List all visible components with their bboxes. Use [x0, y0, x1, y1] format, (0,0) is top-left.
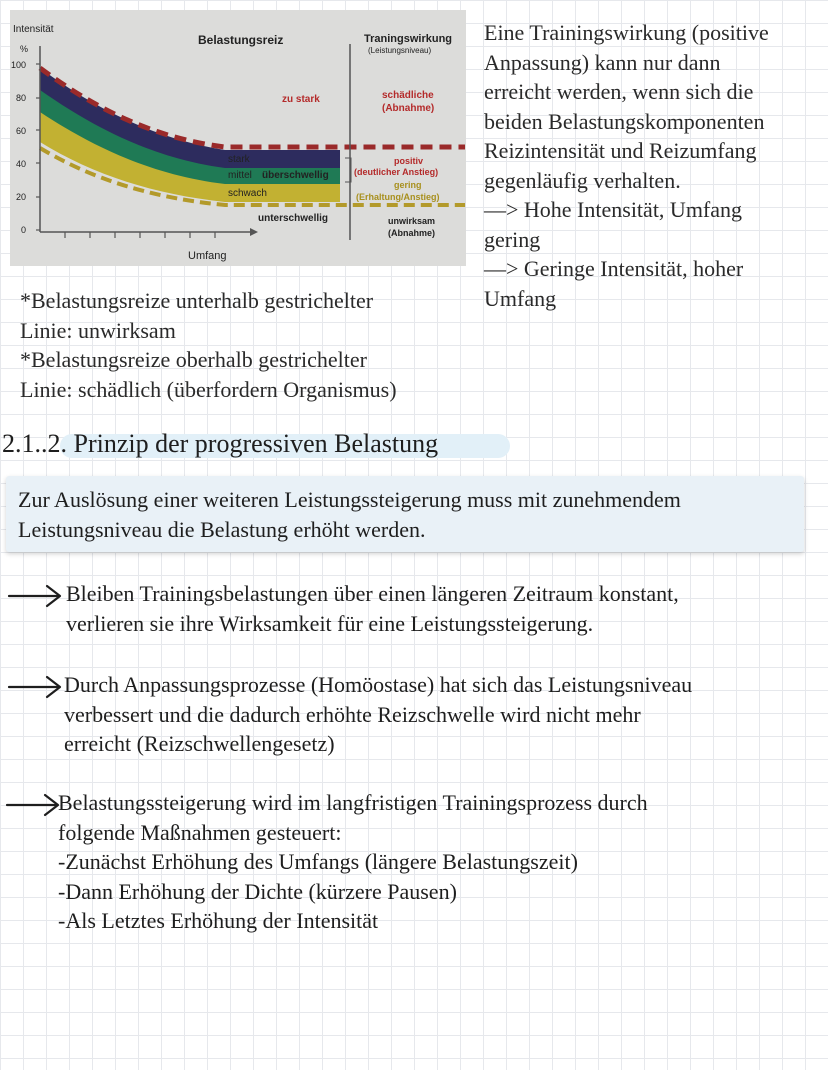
figure-explanation [484, 18, 824, 313]
label-schaedliche: schädliche [382, 90, 434, 101]
principle-callout [6, 476, 804, 552]
bullet-line: -Dann Erhöhung der Dichte (kürzere Pausen) [58, 878, 457, 904]
load-intensity-diagram [10, 10, 466, 266]
label-abnahme-2: (Abnahme) [388, 228, 435, 238]
arrow-right-icon [6, 675, 64, 699]
bullet-line: Belastungssteigerung wird im langfristigen Trainingsprozess durch [58, 790, 648, 815]
callout-line: Leistungsniveau die Belastung erhöht werden. [18, 516, 426, 542]
figure-notes [20, 286, 470, 404]
explanation-line: Reizintensität und Reizumfang [484, 138, 757, 163]
col-header-left: Belastungsreiz [198, 33, 284, 47]
label-erhaltung: (Erhaltung/Anstieg) [356, 192, 440, 202]
explanation-line: Umfang [484, 285, 557, 311]
explanation-line: Anpassung) kann nur dann [484, 49, 721, 75]
label-schwach: schwach [228, 188, 267, 199]
bullet-line: verlieren sie ihre Wirksamkeit für eine Leistungssteigerung. [66, 610, 594, 636]
note-line: Linie: unwirksam [20, 317, 176, 343]
bullet-item [66, 579, 679, 638]
col-header-right: Traningswirkung [364, 33, 453, 45]
note-line: *Belastungsreize oberhalb gestrichelter [20, 347, 367, 372]
bullet-line: Durch Anpassungsprozesse (Homöostase) hat sich das Leistungsniveau [64, 672, 693, 697]
explanation-line: —> Hohe Intensität, Umfang [484, 197, 743, 222]
bullet-line: Bleiben Trainingsbelastungen über einen längeren Zeitraum konstant, [66, 581, 679, 606]
label-ueberschwellig: überschwellig [262, 170, 329, 181]
label-gering: gering [394, 180, 422, 190]
bullet-item [58, 788, 648, 936]
explanation-line: gegenläufig verhalten. [484, 167, 681, 193]
explanation-line: erreicht werden, wenn sich die [484, 79, 754, 104]
label-positiv: positiv [394, 156, 424, 166]
note-line: Linie: schädlich (überfordern Organismus) [20, 376, 397, 402]
arrow-right-icon [6, 584, 64, 608]
bullet-line: -Zunächst Erhöhung des Umfangs (längere Belastungszeit) [58, 849, 578, 874]
label-mittel: mittel [228, 170, 252, 181]
y-tick-60: 60 [16, 126, 27, 136]
y-tick-20: 20 [16, 192, 27, 202]
section-heading: 2.1..2. Prinzip der progressiven Belastung [2, 429, 439, 458]
x-axis-ticks [65, 232, 215, 238]
bullet-item [64, 670, 692, 759]
y-tick-80: 80 [16, 93, 27, 103]
label-abnahme-1: (Abnahme) [382, 103, 435, 114]
label-unwirksam: unwirksam [388, 216, 436, 226]
y-axis-title: Intensität [13, 24, 54, 35]
y-tick-40: 40 [16, 159, 27, 169]
label-zu-stark: zu stark [282, 94, 320, 105]
explanation-line: beiden Belastungskomponenten [484, 108, 765, 134]
y-tick-0: 0 [21, 225, 27, 235]
training-load-figure [10, 10, 466, 266]
label-deutlicher: (deutlicher Anstieg) [354, 167, 439, 177]
bullet-line: verbessert und die dadurch erhöhte Reizschwelle wird nicht mehr [64, 701, 641, 727]
callout-line: Zur Auslösung einer weiteren Leistungssteigerung muss mit zunehmendem [18, 487, 681, 512]
note-line: *Belastungsreize unterhalb gestrichelter [20, 288, 374, 313]
explanation-line: —> Geringe Intensität, hoher [484, 256, 744, 281]
bullet-line: -Als Letztes Erhöhung der Intensität [58, 908, 379, 933]
x-axis-title: Umfang [188, 250, 227, 262]
x-axis-arrowhead [250, 228, 258, 236]
label-stark: stark [228, 154, 250, 165]
bullet-line: erreicht (Reizschwellengesetz) [64, 731, 335, 756]
explanation-line: Eine Trainingswirkung (positive [484, 20, 769, 45]
explanation-line: gering [484, 226, 541, 252]
y-tick-100: 100 [11, 60, 27, 70]
col-header-right-sub: (Leistungsniveau) [368, 46, 432, 55]
label-unterschwellig: unterschwellig [258, 213, 329, 224]
bullet-line: folgende Maßnahmen gesteuert: [58, 819, 342, 845]
y-unit: % [20, 44, 29, 54]
arrow-right-icon [4, 793, 62, 817]
